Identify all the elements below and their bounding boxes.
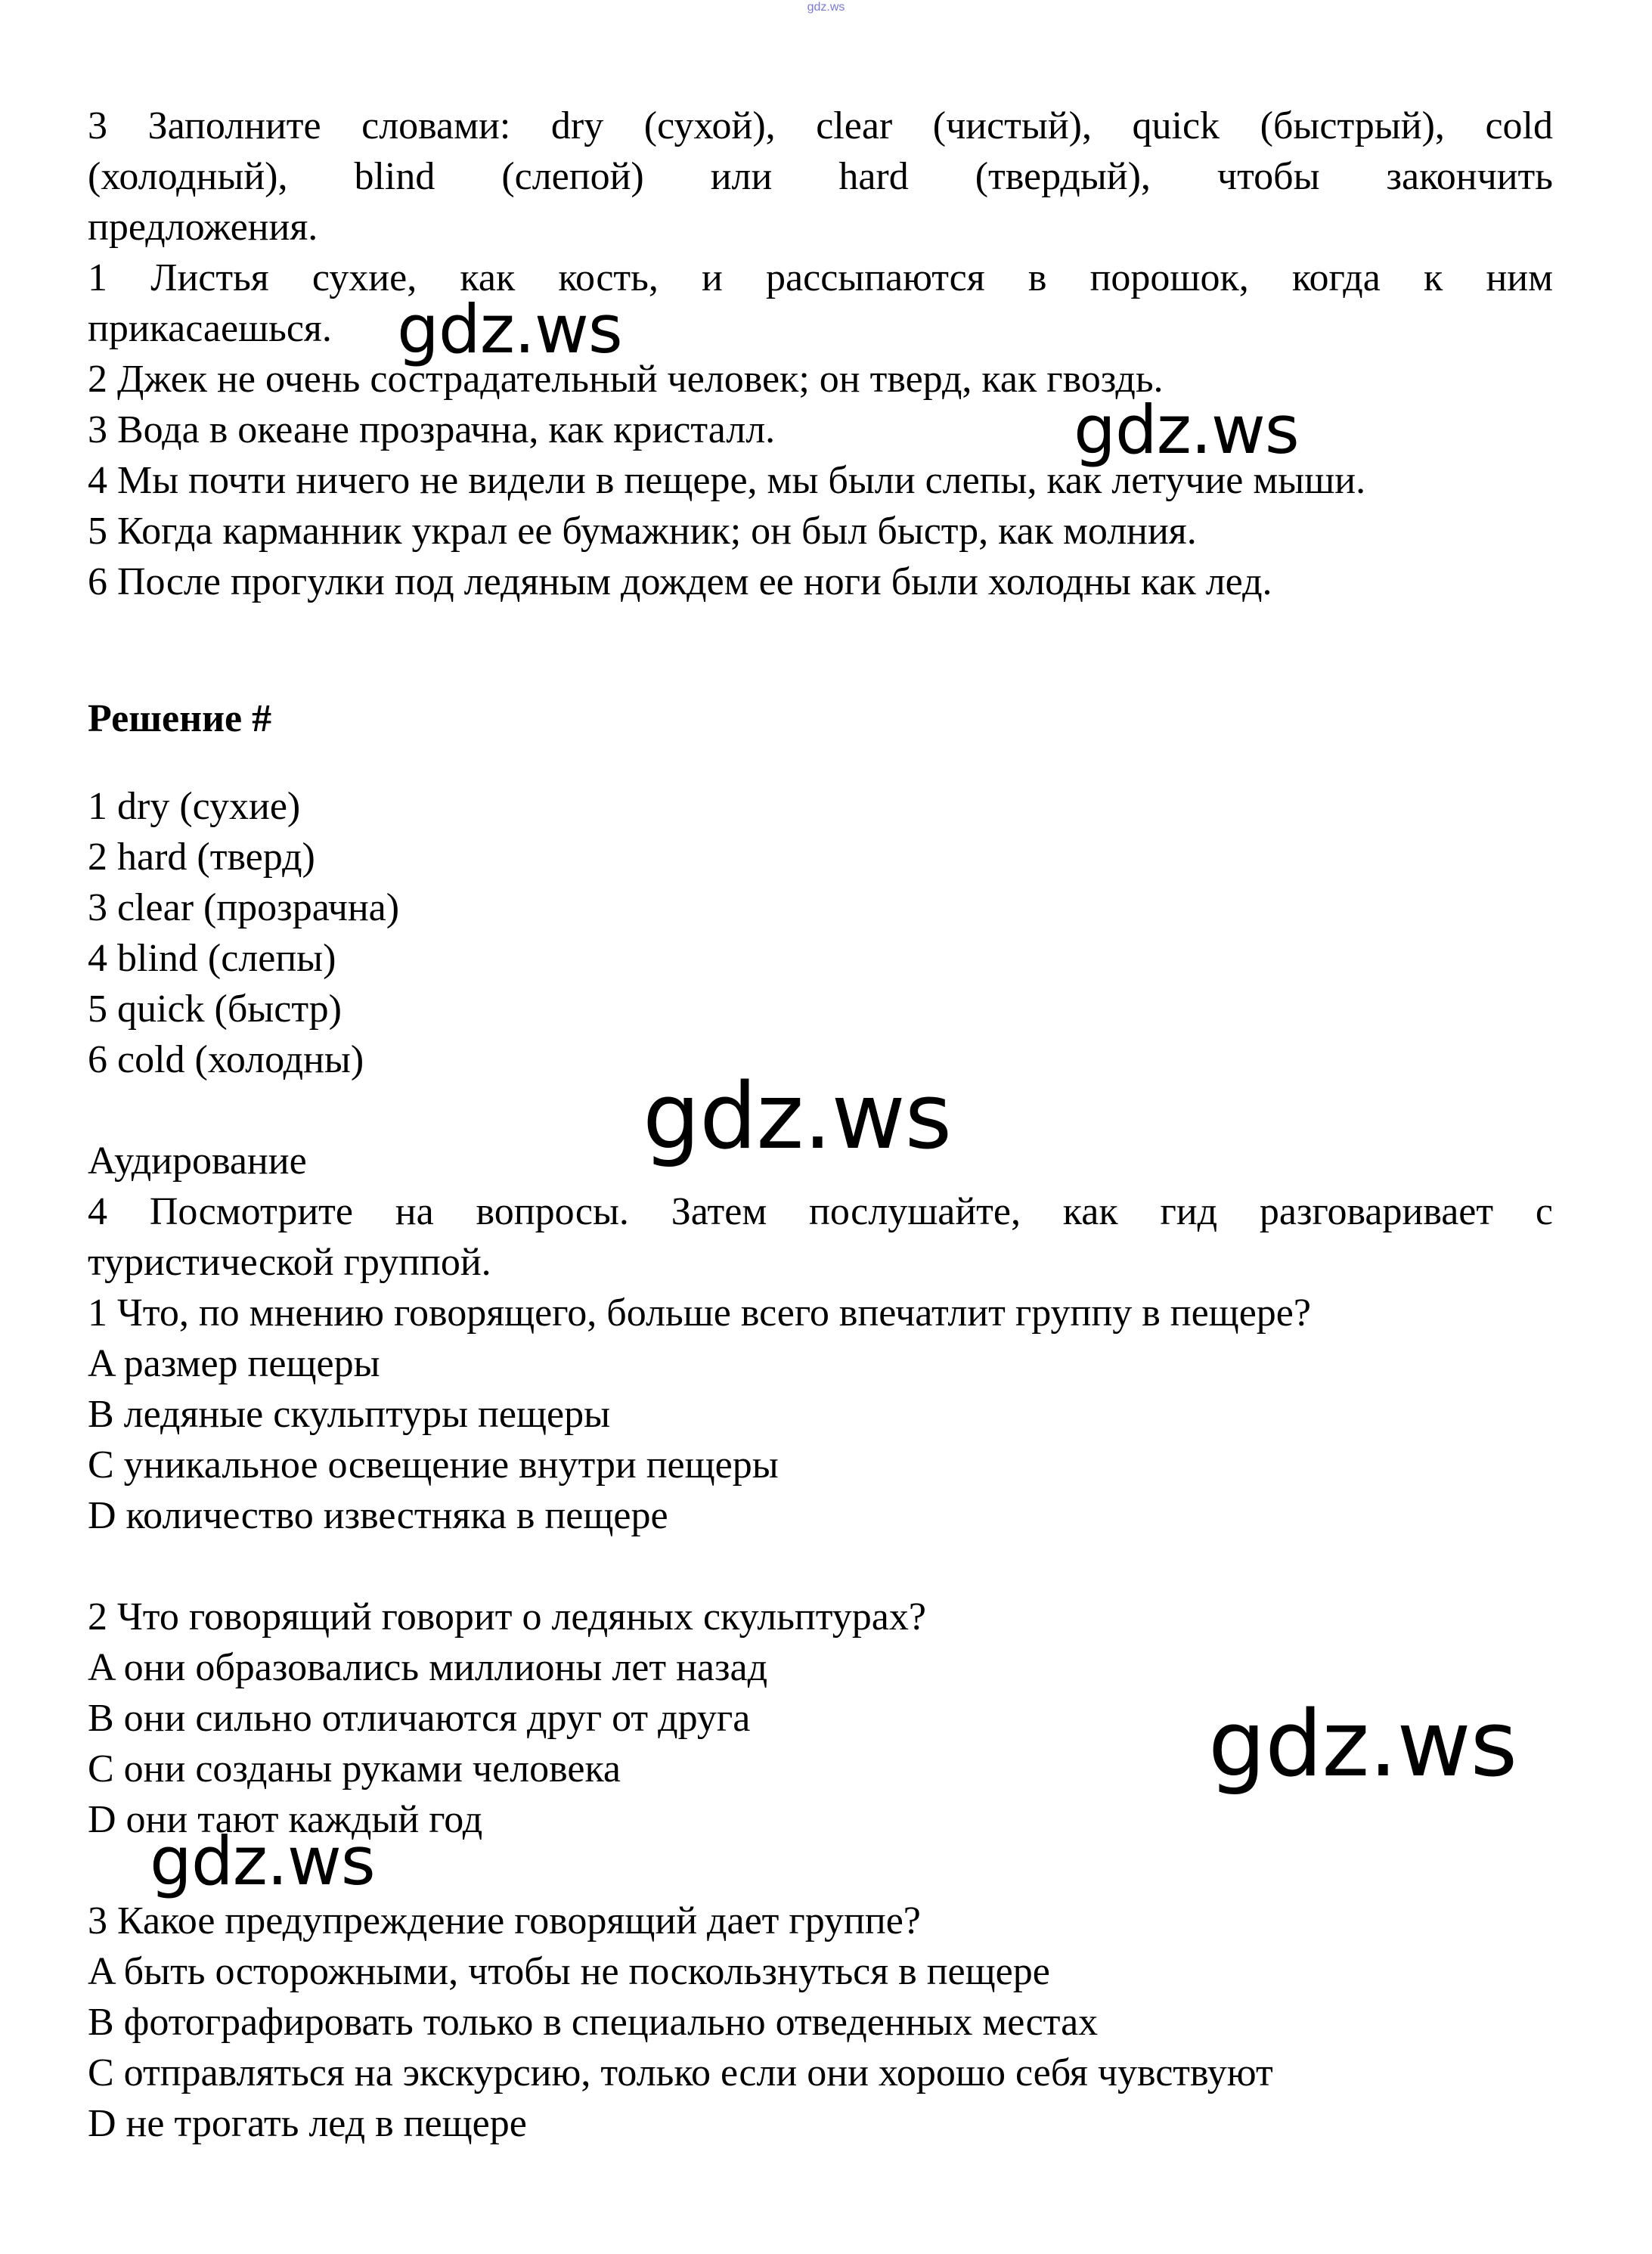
answer-option: A они образовались миллионы лет назад xyxy=(88,1646,768,1689)
answer-option: C отправляться на экскурсию, только если они хорошо себя чувствуют xyxy=(88,2051,1273,2094)
solution-answer: 3 clear (прозрачна) xyxy=(88,886,400,929)
answer-option: B ледяные скульптуры пещеры xyxy=(88,1393,611,1436)
answer-option: C они созданы руками человека xyxy=(88,1747,621,1790)
answer-option: D количество известняка в пещере xyxy=(88,1494,668,1537)
solution-answer: 4 blind (слепы) xyxy=(88,937,336,980)
solution-answer: 6 cold (холодны) xyxy=(88,1038,364,1081)
answer-option: C уникальное освещение внутри пещеры xyxy=(88,1443,779,1487)
solution-answer: 1 dry (сухие) xyxy=(88,785,301,828)
watermark: gdz.ws xyxy=(150,1822,375,1900)
spacer xyxy=(88,1541,1553,1592)
watermark: gdz.ws xyxy=(1208,1692,1517,1797)
answer-option: D не трогать лед в пещере xyxy=(88,2102,527,2145)
spacer xyxy=(88,607,1553,693)
exercise-3 xyxy=(88,101,1553,607)
answer-option: A размер пещеры xyxy=(88,1342,380,1385)
solution-answer: 2 hard (тверд) xyxy=(88,836,315,879)
watermark: gdz.ws xyxy=(643,1065,952,1170)
question-text: 1 Что, по мнению говорящего, больше всего впечатлит группу в пещере? xyxy=(88,1291,1311,1335)
exercise-3-intro-line: предложения. xyxy=(88,206,318,249)
exercise-3-sentence: 6 После прогулки под ледяным дождем ее ноги были холодны как лед. xyxy=(88,560,1272,603)
solution xyxy=(88,693,1553,1085)
exercise-3-intro-line: (холодный), blind (слепой) или hard (твердый), чтобы закончить xyxy=(88,155,1553,198)
top-watermark: gdz.ws xyxy=(807,1,845,14)
exercise-3-sentence: 5 Когда карманник украл ее бумажник; он был быстр, как молния. xyxy=(88,510,1197,553)
question-text: 3 Какое предупреждение говорящий дает группе? xyxy=(88,1899,921,1942)
question-block xyxy=(88,1288,1553,1541)
watermark: gdz.ws xyxy=(397,290,622,368)
listening-intro-line: туристической группой. xyxy=(88,1241,491,1284)
exercise-3-sentence: 2 Джек не очень сострадательный человек; он тверд, как гвоздь. xyxy=(88,358,1164,401)
spacer xyxy=(88,744,1553,781)
exercise-3-sentence: 3 Вода в океане прозрачна, как кристалл. xyxy=(88,408,776,451)
exercise-3-sentence-1-line: прикасаешься. xyxy=(88,307,332,350)
question-block xyxy=(88,1896,1553,2149)
answer-option: D они тают каждый год xyxy=(88,1798,483,1841)
listening xyxy=(88,1136,1553,2149)
answer-option: B они сильно отличаются друг от друга xyxy=(88,1697,751,1740)
exercise-3-sentence: 4 Мы почти ничего не видели в пещере, мы были слепы, как летучие мыши. xyxy=(88,459,1366,502)
answer-option: A быть осторожными, чтобы не поскользнуться в пещере xyxy=(88,1950,1050,1993)
solution-answer: 5 quick (быстр) xyxy=(88,987,342,1031)
exercise-3-sentence-1-line: 1 Листья сухие, как кость, и рассыпаются в порошок, когда к ним xyxy=(88,256,1553,299)
listening-intro-line: 4 Посмотрите на вопросы. Затем послушайте, как гид разговаривает с xyxy=(88,1190,1553,1233)
question-text: 2 Что говорящий говорит о ледяных скульптурах? xyxy=(88,1595,926,1639)
exercise-3-intro-line: 3 Заполните словами: dry (сухой), clear (чистый), quick (быстрый), cold xyxy=(88,104,1553,147)
watermark: gdz.ws xyxy=(1074,391,1299,469)
solution-heading: Решение # xyxy=(88,697,272,740)
answer-option: B фотографировать только в специально отведенных местах xyxy=(88,2001,1099,2044)
listening-title: Аудирование xyxy=(88,1139,307,1183)
